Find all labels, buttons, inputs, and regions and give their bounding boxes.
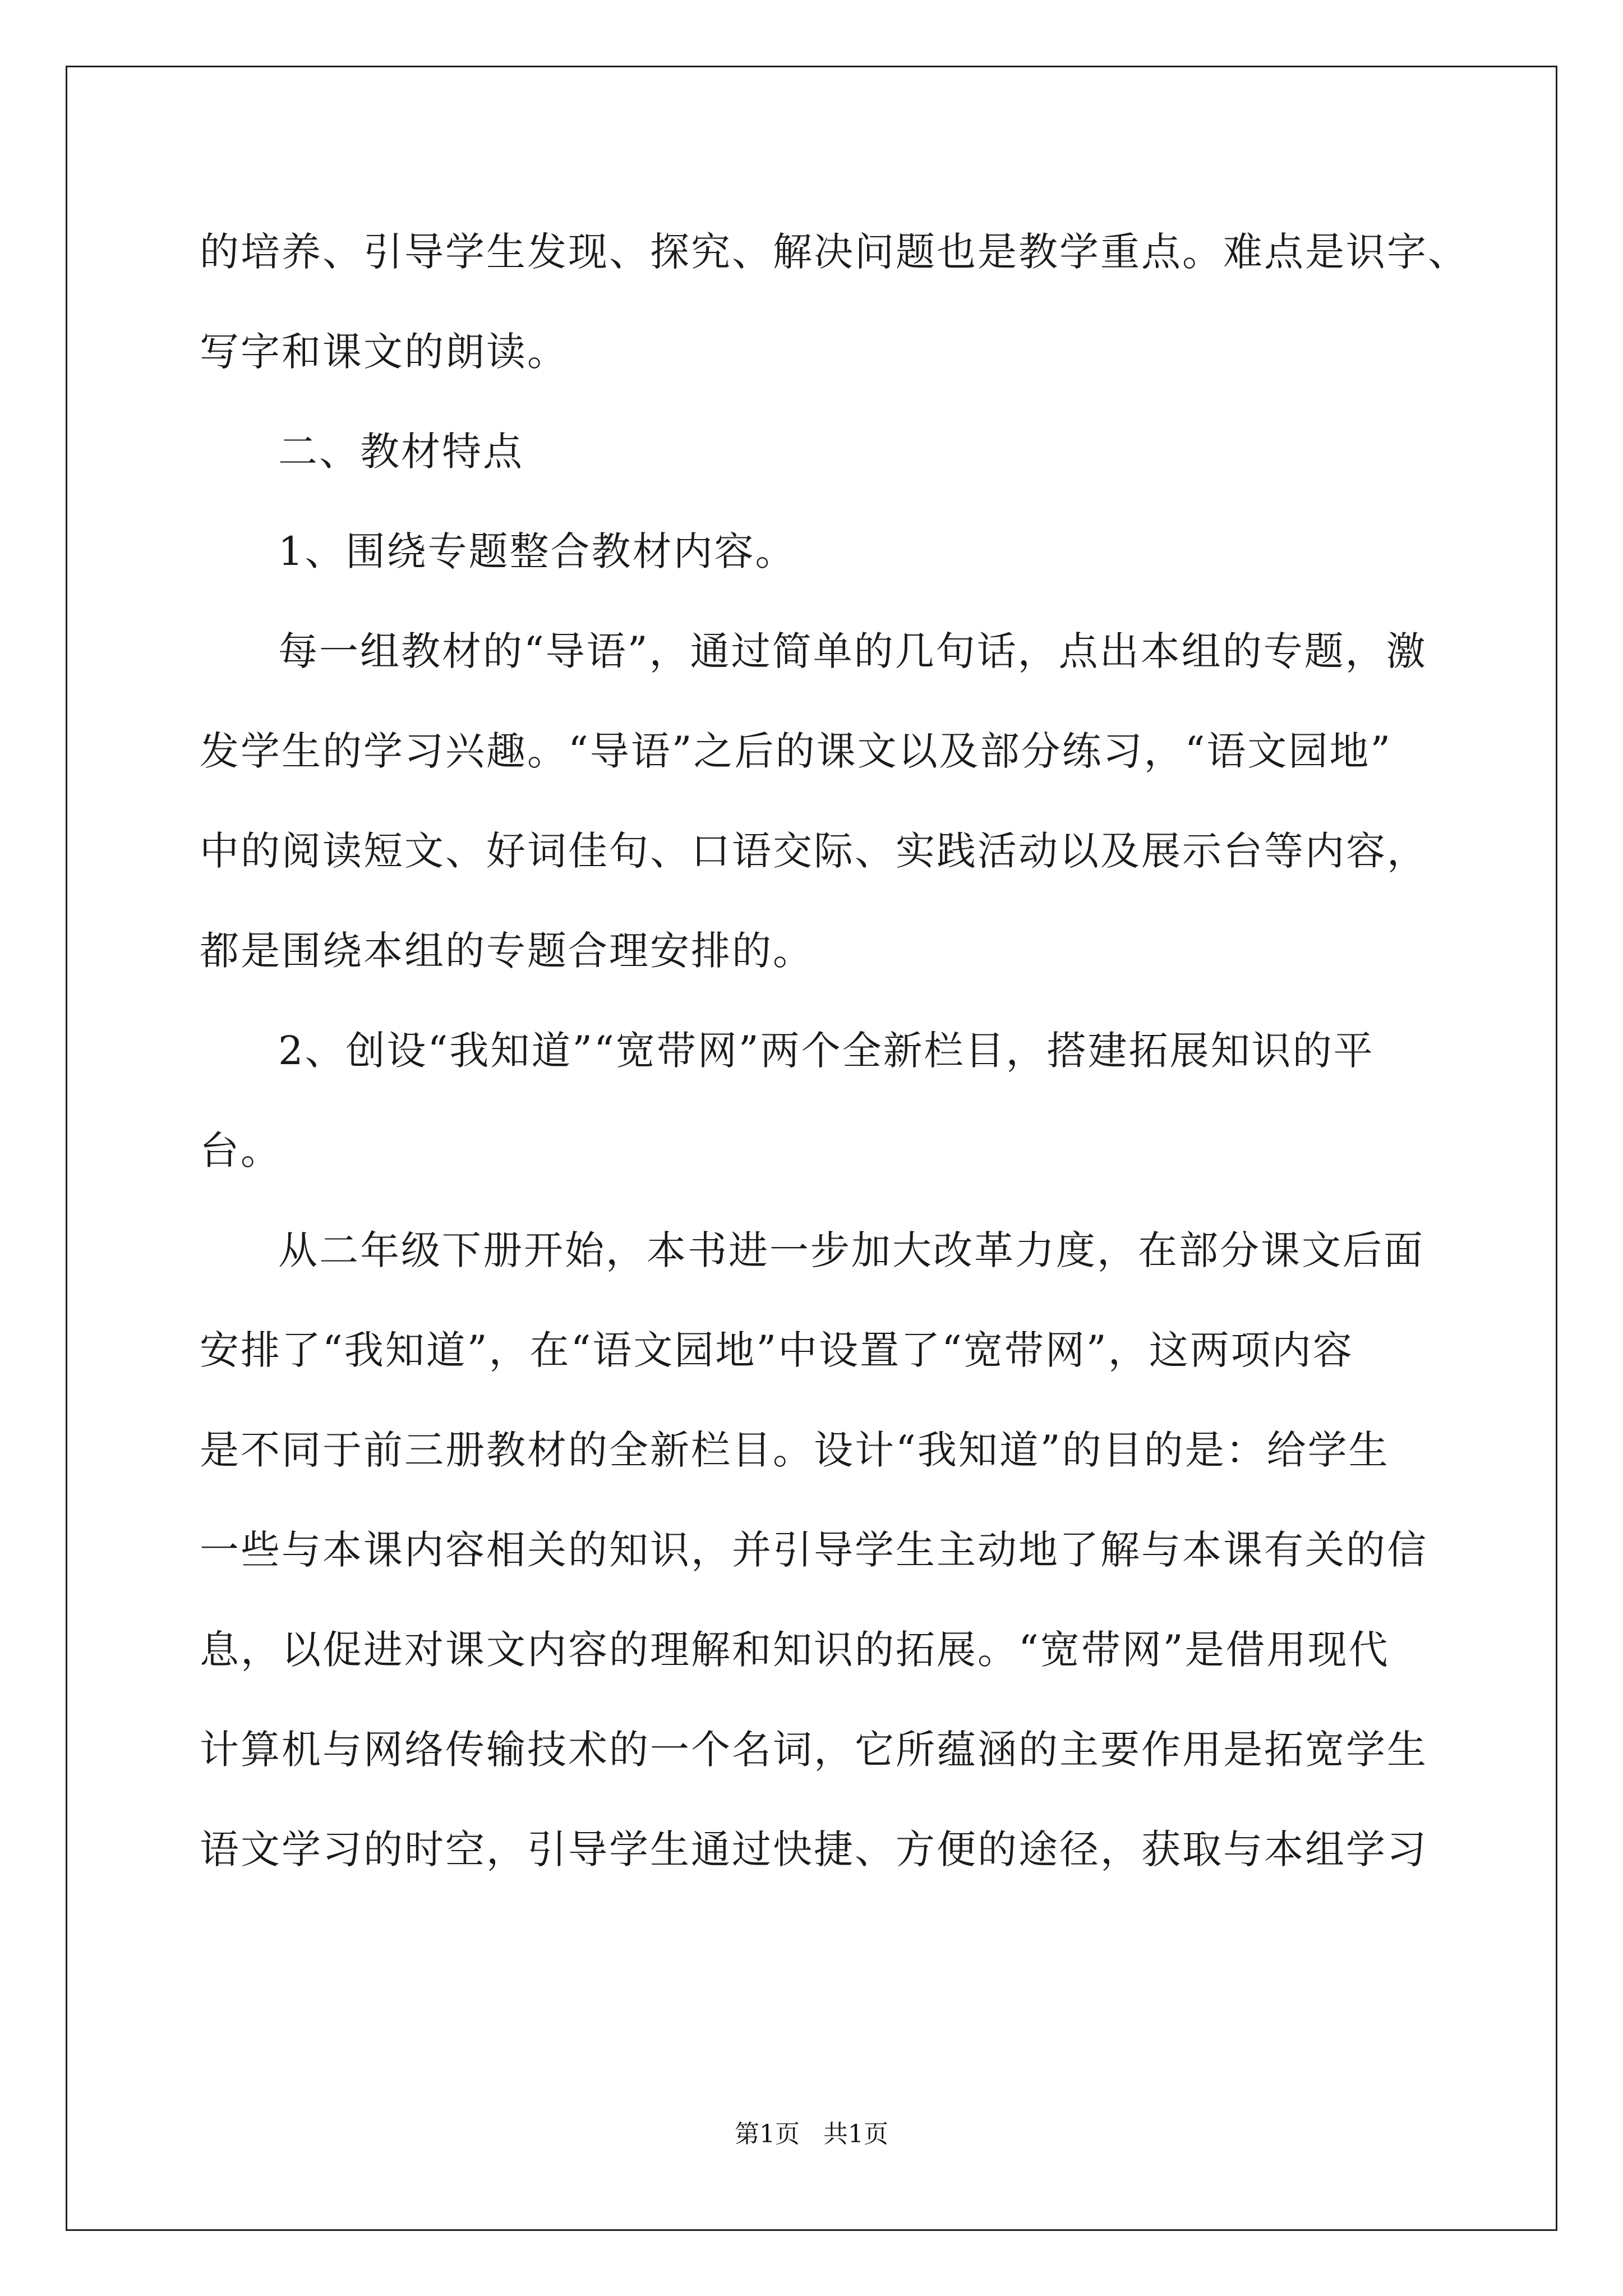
subsection-heading: 2、创设“我知道”“宽带网”两个全新栏目，搭建拓展知识的平 [278,1028,1375,1074]
text-line: 息，以促进对课文内容的理解和知识的拓展。“宽带网”是借用现代 [200,1627,1390,1673]
text-line: 是不同于前三册教材的全新栏目。设计“我知道”的目的是：给学生 [200,1427,1390,1473]
text-line: 一些与本课内容相关的知识，并引导学生主动地了解与本课有关的信 [200,1527,1428,1573]
text-line: 每一组教材的“导语”，通过简单的几句话，点出本组的专题，激 [278,628,1427,674]
text-line: 写字和课文的朗读。 [200,329,568,375]
document-body [200,202,1469,1899]
text-line: 的培养、引导学生发现、探究、解决问题也是教学重点。难点是识字、 [200,229,1469,275]
subsection-heading: 1、围绕专题整合教材内容。 [278,528,796,574]
section-heading: 二、教材特点 [278,429,524,475]
text-line: 安排了“我知道”，在“语文园地”中设置了“宽带网”，这两项内容 [200,1327,1354,1373]
text-line: 计算机与网络传输技术的一个名词，它所蕴涵的主要作用是拓宽学生 [200,1727,1428,1773]
text-line: 语文学习的时空，引导学生通过快捷、方便的途径，获取与本组学习 [200,1826,1428,1872]
page-total: 共1页 [823,2120,888,2148]
page-number: 第1页 [735,2120,800,2148]
text-line: 从二年级下册开始，本书进一步加大改革力度，在部分课文后面 [278,1227,1424,1273]
text-line: 台。 [200,1128,282,1174]
text-line: 中的阅读短文、好词佳句、口语交际、实践活动以及展示台等内容， [200,828,1428,874]
page-footer [0,2118,1623,2151]
text-line: 都是围绕本组的专题合理安排的。 [200,928,814,974]
text-line: 发学生的学习兴趣。“导语”之后的课文以及部分练习，“语文园地” [200,728,1393,774]
